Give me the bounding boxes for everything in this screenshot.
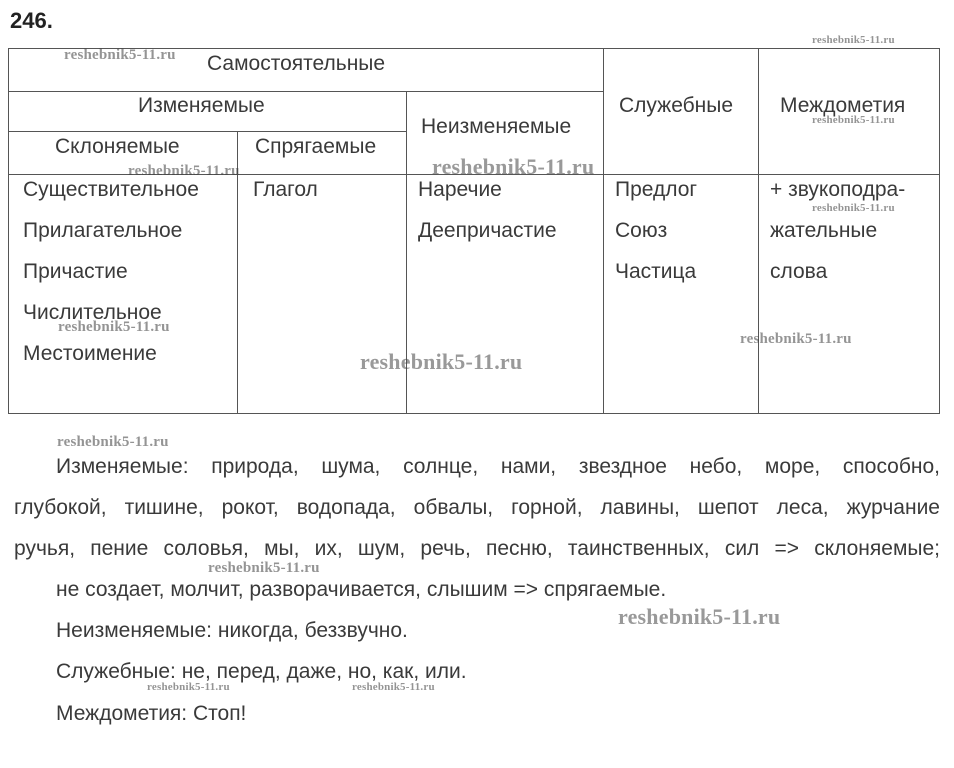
table-cell: Союз bbox=[615, 219, 668, 242]
watermark: reshebnik5-11.ru bbox=[812, 34, 895, 46]
watermark: reshebnik5-11.ru bbox=[812, 114, 895, 126]
table-cell: Существительное bbox=[23, 178, 199, 201]
watermark: reshebnik5-11.ru bbox=[432, 154, 595, 179]
table-border-right bbox=[939, 48, 940, 414]
table-cell: Прилагательное bbox=[23, 219, 183, 242]
watermark: reshebnik5-11.ru bbox=[57, 434, 169, 450]
text-line: глубокой, тишине, рокот, водопада, обвалы, горной, лавины, шепот леса, журчание bbox=[14, 496, 940, 519]
table-cell: слова bbox=[770, 260, 828, 283]
table-rule bbox=[8, 131, 406, 132]
table-rule bbox=[758, 48, 759, 414]
watermark: reshebnik5-11.ru bbox=[352, 681, 435, 693]
table-cell: Частица bbox=[615, 260, 697, 283]
table-rule bbox=[603, 48, 604, 414]
text-line: Изменяемые: природа, шума, солнце, нами, звездное небо, море, способно, bbox=[56, 455, 940, 478]
header-declinable: Склоняемые bbox=[55, 135, 180, 158]
text-line: Неизменяемые: никогда, беззвучно. bbox=[56, 619, 408, 642]
text-line: не создает, молчит, разворачивается, слышим => спрягаемые. bbox=[56, 578, 667, 601]
watermark: reshebnik5-11.ru bbox=[360, 349, 523, 374]
table-cell: Числительное bbox=[23, 301, 162, 324]
watermark: reshebnik5-11.ru bbox=[740, 331, 852, 347]
watermark: reshebnik5-11.ru bbox=[208, 560, 320, 576]
table-border-bottom bbox=[8, 413, 940, 414]
table-cell: Глагол bbox=[253, 178, 318, 201]
table-border-left bbox=[8, 48, 9, 414]
header-changeable: Изменяемые bbox=[138, 94, 265, 117]
task-number: 246. bbox=[10, 8, 53, 33]
watermark: reshebnik5-11.ru bbox=[128, 163, 240, 179]
watermark: reshebnik5-11.ru bbox=[64, 47, 176, 63]
header-interjections: Междометия bbox=[780, 94, 906, 117]
text-line: Служебные: не, перед, даже, но, как, или. bbox=[56, 660, 467, 683]
table-cell: Причастие bbox=[23, 260, 128, 283]
watermark: reshebnik5-11.ru bbox=[58, 319, 170, 335]
table-cell: Наречие bbox=[418, 178, 502, 201]
table-cell: Предлог bbox=[615, 178, 698, 201]
watermark: reshebnik5-11.ru bbox=[618, 604, 781, 629]
header-auxiliary: Служебные bbox=[619, 94, 734, 117]
table-cell: + звукоподра- bbox=[770, 178, 906, 201]
table-cell: Деепричастие bbox=[418, 219, 557, 242]
header-independent: Самостоятельные bbox=[207, 52, 386, 75]
watermark: reshebnik5-11.ru bbox=[147, 681, 230, 693]
text-line: ручья, пение соловья, мы, их, шум, речь, песню, таинственных, сил => склоняемые; bbox=[14, 537, 940, 560]
table-cell: Местоимение bbox=[23, 342, 157, 365]
table-rule bbox=[8, 91, 604, 92]
table-cell: жательные bbox=[770, 219, 878, 242]
header-conjugable: Спрягаемые bbox=[255, 135, 377, 158]
watermark: reshebnik5-11.ru bbox=[812, 202, 895, 214]
header-unchangeable: Неизменяемые bbox=[421, 115, 572, 138]
text-line: Междометия: Стоп! bbox=[56, 702, 247, 725]
